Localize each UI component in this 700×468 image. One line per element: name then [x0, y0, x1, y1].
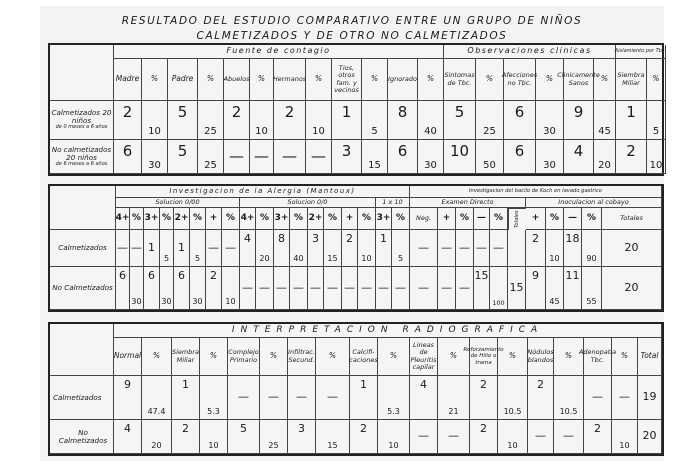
table-cell: 30 — [536, 140, 564, 174]
table-cell: 10 — [378, 420, 410, 454]
table-cell: 3 — [288, 420, 316, 454]
table-cell: — — [256, 267, 274, 310]
table-cell: 5 — [647, 101, 666, 140]
col-header: 2+ — [308, 208, 324, 230]
col-header: % — [647, 59, 666, 101]
table-cell: — — [438, 420, 470, 454]
col-header: 2+ — [174, 208, 190, 230]
col-header: Ignorado — [388, 59, 418, 101]
col-header: Sintomas de Tbc. — [444, 59, 476, 101]
col-header: % — [498, 338, 528, 376]
table-cell: 5 — [362, 101, 388, 140]
table-cell: — — [324, 267, 342, 310]
table-cell: — — [456, 267, 474, 310]
table-cell: 3 — [332, 140, 362, 174]
table-cell: 9 — [526, 267, 546, 310]
col-header: Normal — [114, 338, 142, 376]
col-header: Reforzamiento de Hilio o trama — [470, 338, 498, 376]
table-cell: 10 — [498, 420, 528, 454]
table-cell: 2 — [114, 101, 142, 140]
table-cell: — — [528, 420, 554, 454]
table-cell: 2 — [528, 376, 554, 420]
col-header: % — [456, 208, 474, 230]
table-cell: — — [308, 267, 324, 310]
table-cell: 5 — [392, 230, 410, 267]
col-header: + — [206, 208, 222, 230]
table-cell: — — [306, 140, 332, 174]
row-label-main: No calmetizados 20 niños — [51, 144, 112, 162]
table-cell: — — [410, 267, 438, 310]
col-header: % — [418, 59, 444, 101]
col-header: Lineas de Pleuritis capilar — [410, 338, 438, 376]
table-cell: 2 — [342, 230, 358, 267]
col-header: % — [554, 338, 584, 376]
table-cell: 15 — [316, 420, 350, 454]
table-cell: — — [250, 140, 274, 174]
table-cell: 25 — [476, 101, 504, 140]
table-cell: 47.4 — [142, 376, 172, 420]
table-cell: 1 — [144, 230, 160, 267]
col-header: Clinicamente Sanos — [564, 59, 594, 101]
subheader-examen-directo: Examen Directo — [410, 198, 526, 208]
table-cell: 4 — [564, 140, 594, 174]
col-header: % — [536, 59, 564, 101]
table-cell: — — [224, 140, 250, 174]
col-header: — — [474, 208, 490, 230]
col-header: Hermanos — [274, 59, 306, 101]
header-alergia: Investigacion de la Alergia (Mantoux) — [116, 186, 410, 198]
table-cell: 5 — [168, 101, 198, 140]
table-cell: 4 — [114, 420, 142, 454]
subheader-solucion-1: Solucion 0/00 — [116, 198, 240, 208]
table-cell: 100 — [490, 267, 508, 310]
table-cell: — — [342, 267, 358, 310]
table-cell: 50 — [476, 140, 504, 174]
table-cell: 6 — [114, 140, 142, 174]
table-cell: 20 — [594, 140, 616, 174]
header-interpretacion-radiografica: INTERPRETACION RADIOGRAFICA — [114, 324, 662, 338]
table-cell: 15 — [324, 230, 342, 267]
col-header: + — [526, 208, 546, 230]
col-header: % — [250, 59, 274, 101]
table-cell — [508, 230, 526, 267]
table-cell: 40 — [290, 230, 308, 267]
col-header: % — [358, 208, 376, 230]
table-cell: — — [358, 267, 376, 310]
col-header: 3+ — [144, 208, 160, 230]
table-cell: — — [228, 376, 260, 420]
table-cell: — — [116, 230, 130, 267]
table-cell: 90 — [582, 230, 602, 267]
table-cell: 2 — [470, 420, 498, 454]
table-cell: 30 — [536, 101, 564, 140]
document-title-line-2: CALMETIZADOS Y DE OTRO NO CALMETIZADOS — [196, 30, 508, 42]
col-header: Abuelos — [224, 59, 250, 101]
table-cell: 1 — [172, 376, 200, 420]
col-header: % — [582, 208, 602, 230]
table-cell: 6 — [174, 267, 190, 310]
table-cell: — — [490, 230, 508, 267]
table-cell: 20 — [602, 267, 662, 310]
header-observaciones-clinicas: Observaciones clinicas — [444, 45, 616, 59]
table-cell: 8 — [274, 230, 290, 267]
table-cell: — — [274, 140, 306, 174]
table-cell: 30 — [142, 140, 168, 174]
col-header: % — [142, 59, 168, 101]
table-cell: 4 — [410, 376, 438, 420]
table-cell: 5.3 — [378, 376, 410, 420]
col-header: % — [142, 338, 172, 376]
table-cell: 5.3 — [200, 376, 228, 420]
table-cell: 19 — [638, 376, 662, 420]
table-cell: 5 — [168, 140, 198, 174]
table-cell: 10 — [546, 230, 564, 267]
table-cell: — — [316, 376, 350, 420]
table-cell: 18 — [564, 230, 582, 267]
table-cell: — — [274, 267, 290, 310]
table-cell: 8 — [388, 101, 418, 140]
document-title-line-1: RESULTADO DEL ESTUDIO COMPARATIVO ENTRE UN GRUPO DE NIÑOS — [121, 15, 583, 27]
col-header: Siembra Miliar — [172, 338, 200, 376]
table-cell: — — [456, 230, 474, 267]
row-label-no-calmetizados: No Calmetizados — [50, 267, 116, 310]
table-cell: — — [410, 420, 438, 454]
subheader-1x10: 1 x 10 — [376, 198, 410, 208]
table-cell: 3 — [308, 230, 324, 267]
col-header: Padre — [168, 59, 198, 101]
table-cell: 10 — [142, 101, 168, 140]
col-header: % — [256, 208, 274, 230]
table-cell: 30 — [190, 267, 206, 310]
table-cell: 15 — [474, 267, 490, 310]
table-cell: 10 — [647, 140, 666, 174]
col-header: % — [222, 208, 240, 230]
col-header: Tios, otros fam. y vecinos — [332, 59, 362, 101]
table-contagion-clinical — [48, 43, 667, 176]
row-label-no-calmetizados — [50, 140, 114, 174]
col-header: % — [324, 208, 342, 230]
table-cell: 10 — [200, 420, 228, 454]
col-header: 3+ — [274, 208, 290, 230]
table-cell: 20 — [638, 420, 662, 454]
table-cell: 15 — [508, 267, 526, 310]
col-header: % — [476, 59, 504, 101]
table-cell: — — [474, 230, 490, 267]
col-header: 4+ — [240, 208, 256, 230]
col-header: Total — [638, 338, 662, 376]
row-label-no-calmetizados: No Calmetizados — [50, 420, 114, 454]
table-cell: 40 — [418, 101, 444, 140]
table-cell: 5 — [190, 230, 206, 267]
table-cell: — — [206, 230, 222, 267]
col-header: Neg. — [410, 208, 438, 230]
table-cell: 10 — [250, 101, 274, 140]
table-cell: 45 — [546, 267, 564, 310]
table-cell: — — [438, 230, 456, 267]
table-cell: 5 — [160, 230, 174, 267]
header-fuente-de-contagio: Fuente de contagio — [114, 45, 444, 59]
table-cell: — — [612, 376, 638, 420]
table-cell: 1 — [350, 376, 378, 420]
table-cell: — — [288, 376, 316, 420]
col-header: % — [594, 59, 616, 101]
table-cell: 30 — [160, 267, 174, 310]
table-cell: 30 — [130, 267, 144, 310]
table-cell: 11 — [564, 267, 582, 310]
table-cell: 25 — [198, 140, 224, 174]
col-header: Siembra Miliar — [616, 59, 647, 101]
col-header: % — [438, 338, 470, 376]
col-header: % — [260, 338, 288, 376]
col-header: Complejo Primario — [228, 338, 260, 376]
table-cell: — — [392, 267, 410, 310]
col-header: % — [306, 59, 332, 101]
col-header: + — [342, 208, 358, 230]
table-cell: 6 — [504, 101, 536, 140]
table-cell: 5 — [444, 101, 476, 140]
table-cell: 6 — [388, 140, 418, 174]
col-header: Infiltrac. Secund. — [288, 338, 316, 376]
table-cell: — — [222, 230, 240, 267]
col-header: 4+ — [116, 208, 130, 230]
col-header: % — [290, 208, 308, 230]
table-cell: 2 — [526, 230, 546, 267]
col-header: Adenopatia Tbc. — [584, 338, 612, 376]
table-cell: 10.5 — [554, 376, 584, 420]
col-header: % — [546, 208, 564, 230]
table-cell: 20 — [142, 420, 172, 454]
row-label-age-range: de 6 meses a 6 años — [55, 160, 108, 167]
table-cell: 6 — [116, 267, 130, 310]
table-cell: 1 — [332, 101, 362, 140]
col-header: % — [378, 338, 410, 376]
table-cell: 10 — [612, 420, 638, 454]
col-header: % — [490, 208, 508, 230]
table-cell: 2 — [224, 101, 250, 140]
table-cell: 25 — [198, 101, 224, 140]
col-header: % — [316, 338, 350, 376]
col-header: Madre — [114, 59, 142, 101]
table-cell: 6 — [144, 267, 160, 310]
table-cell: — — [290, 267, 308, 310]
row-label-calmetizados: Calmetizados — [50, 230, 116, 267]
table-cell: 10 — [222, 267, 240, 310]
header-bacilo: Investigacion del bacilo de Koch en lavado gastrico — [410, 186, 662, 198]
table-cell: 2 — [172, 420, 200, 454]
table-cell: 4 — [240, 230, 256, 267]
table-cell: 2 — [206, 267, 222, 310]
col-header: % — [190, 208, 206, 230]
table-cell: 6 — [504, 140, 536, 174]
table-cell: 10 — [358, 230, 376, 267]
col-header: Nódulos blandos — [528, 338, 554, 376]
table-cell: 2 — [584, 420, 612, 454]
table-cell: — — [554, 420, 584, 454]
document-page — [40, 6, 667, 461]
table-radiografica — [48, 322, 664, 456]
table-cell: — — [260, 376, 288, 420]
table-cell: 2 — [616, 140, 647, 174]
table-cell: — — [438, 267, 456, 310]
col-header: 3+ — [376, 208, 392, 230]
col-header: % — [198, 59, 224, 101]
table-cell: 9 — [564, 101, 594, 140]
table-cell: 30 — [418, 140, 444, 174]
table-cell: 10 — [444, 140, 476, 174]
table1-corner — [50, 45, 114, 101]
subheader-inoculacion: Inoculacion al cobayo — [526, 198, 662, 208]
table-cell: 2 — [274, 101, 306, 140]
table-cell: 55 — [582, 267, 602, 310]
col-header: % — [160, 208, 174, 230]
table-cell: 2 — [350, 420, 378, 454]
table-cell: 9 — [114, 376, 142, 420]
col-header: % — [200, 338, 228, 376]
col-header: Afecciones no Tbc. — [504, 59, 536, 101]
header-aislamiento: Aislamiento por Tbc. — [616, 45, 666, 59]
col-header: % — [392, 208, 410, 230]
table-cell: 1 — [174, 230, 190, 267]
table2-corner — [50, 186, 116, 230]
row-label-calmetizados — [50, 101, 114, 140]
row-label-age-range: de 0 meses a 6 años — [55, 124, 108, 131]
table-cell: — — [240, 267, 256, 310]
table-cell: 2 — [470, 376, 498, 420]
col-header: + — [438, 208, 456, 230]
col-header: — — [564, 208, 582, 230]
row-label-main: Calmetizados 20 niños — [51, 108, 112, 126]
table-cell: — — [410, 230, 438, 267]
table-cell: — — [376, 267, 392, 310]
col-header: % — [130, 208, 144, 230]
table-cell: 10 — [306, 101, 332, 140]
table-cell: 1 — [616, 101, 647, 140]
col-header: Totales — [508, 208, 526, 230]
table-cell: 15 — [362, 140, 388, 174]
col-header: % — [612, 338, 638, 376]
table-cell: 1 — [376, 230, 392, 267]
table-cell: 45 — [594, 101, 616, 140]
row-label-calmetizados: Calmetizados — [50, 376, 114, 420]
col-header: % — [362, 59, 388, 101]
subheader-solucion-2: Solucion 0/0 — [240, 198, 376, 208]
table-cell: 5 — [228, 420, 260, 454]
table-cell: 20 — [256, 230, 274, 267]
table-cell: 10.5 — [498, 376, 528, 420]
table-cell: — — [584, 376, 612, 420]
table-cell: — — [130, 230, 144, 267]
table-allergy-bacillus — [48, 184, 664, 312]
col-header: Totales — [602, 208, 662, 230]
table-cell: 21 — [438, 376, 470, 420]
col-header: Calcifi- caciones — [350, 338, 378, 376]
table3-corner — [50, 324, 114, 376]
table-cell: 20 — [602, 230, 662, 267]
table-cell: 25 — [260, 420, 288, 454]
